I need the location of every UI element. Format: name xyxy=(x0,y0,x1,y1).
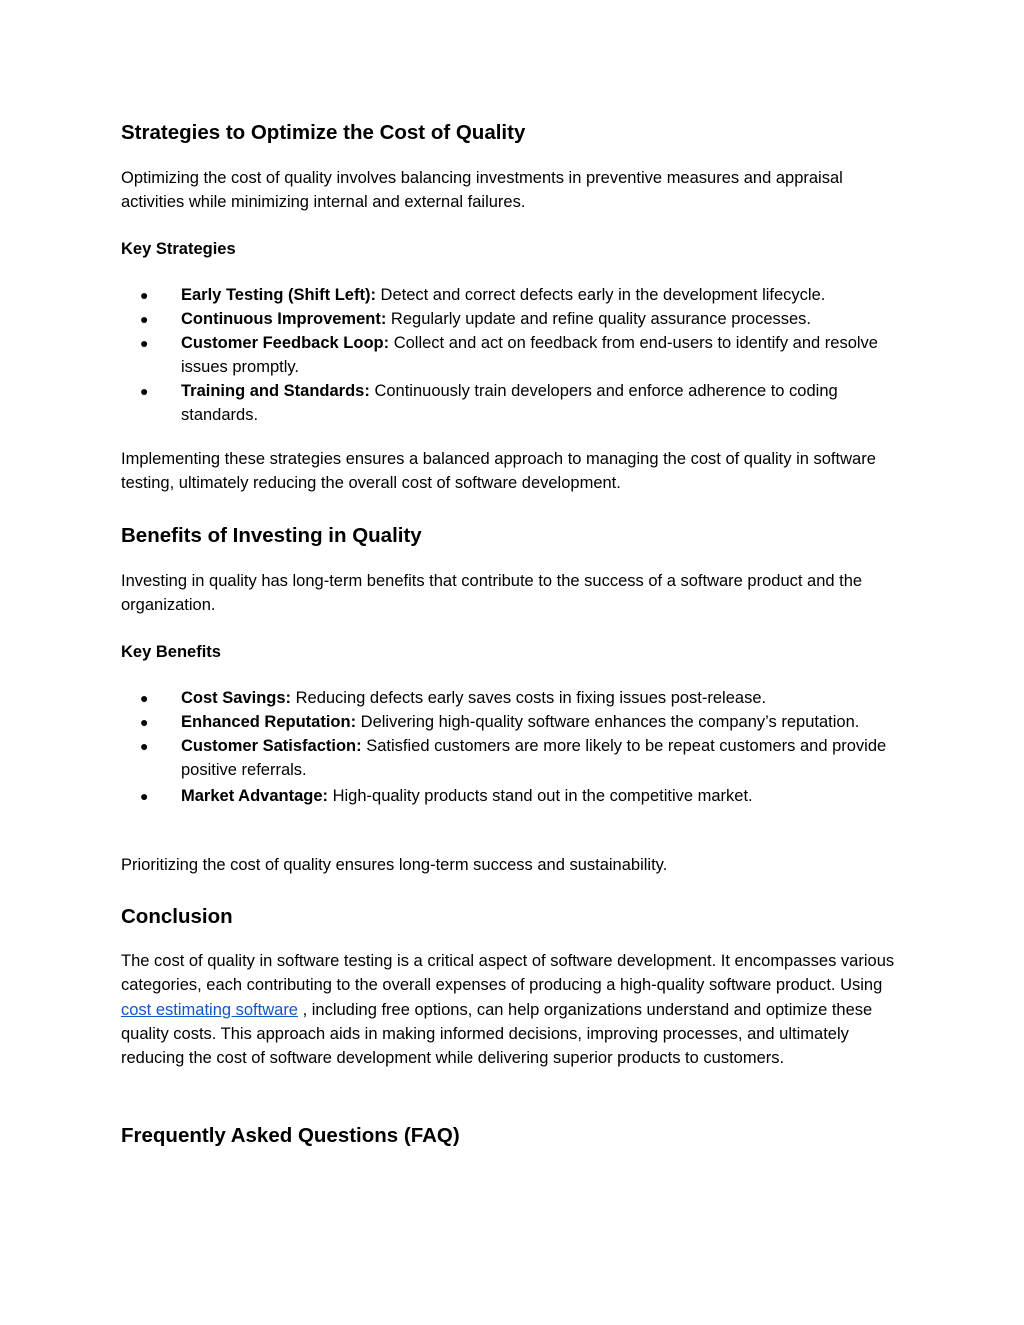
list-item-text: Detect and correct defects early in the development lifecycle. xyxy=(375,286,826,304)
section-heading-conclusion: Conclusion xyxy=(121,905,233,928)
list-item-text: Continuously train developers and enforce adherence to coding standards. xyxy=(181,382,838,424)
benefits-intro-paragraph: Investing in quality has long-term benefits that contribute to the success of a software product and the organization. xyxy=(121,572,863,615)
list-item xyxy=(121,686,901,710)
list-item-text: Reducing defects early saves costs in fixing issues post-release. xyxy=(291,689,767,707)
conclusion-text-after-link: , including free options, can help organizations understand and optimize these quality costs. This approach aids in making informed decisions, improving processes, and ultimately reducing the cost of software development while delivering superior products to customers. xyxy=(121,1000,873,1068)
list-item xyxy=(121,784,901,808)
list-item xyxy=(121,734,901,782)
list-item xyxy=(121,331,901,379)
bullet-icon: ● xyxy=(140,738,149,754)
strategies-closing-paragraph: Implementing these strategies ensures a balanced approach to managing the cost of quality in software testing, ultimately reducing the overall cost of software development. xyxy=(121,450,876,493)
conclusion-text-before-link: The cost of quality in software testing is a critical aspect of software development. It encompasses various categories, each contributing to the overall expenses of producing a high-quality software product. Using xyxy=(121,952,895,995)
cost-estimating-software-link[interactable]: cost estimating software xyxy=(121,1000,298,1019)
list-item xyxy=(121,307,901,331)
list-item-term: Training and Standards: xyxy=(181,382,370,400)
bullet-icon: ● xyxy=(140,714,149,730)
list-item-term: Continuous Improvement: xyxy=(181,310,387,328)
list-item-text: Satisfied customers are more likely to be repeat customers and provide positive referrals. xyxy=(181,737,887,779)
conclusion-paragraph xyxy=(121,949,901,1070)
list-item-term: Cost Savings: xyxy=(181,689,292,707)
benefits-closing-paragraph: Prioritizing the cost of quality ensures long-term success and sustainability. xyxy=(121,856,668,874)
key-benefits-list xyxy=(121,686,901,808)
list-item-term: Early Testing (Shift Left): xyxy=(181,286,376,304)
list-item-term: Market Advantage: xyxy=(181,787,329,805)
key-strategies-list xyxy=(121,283,901,427)
strategies-intro-paragraph: Optimizing the cost of quality involves balancing investments in preventive measures and appraisal activities while minimizing internal and external failures. xyxy=(121,169,843,212)
list-item xyxy=(121,710,901,734)
list-item-term: Enhanced Reputation: xyxy=(181,713,357,731)
bullet-icon: ● xyxy=(140,383,149,399)
key-benefits-subheading: Key Benefits xyxy=(121,643,221,661)
list-item-text: Regularly update and refine quality assurance processes. xyxy=(386,310,812,328)
list-item xyxy=(121,379,901,427)
bullet-icon: ● xyxy=(140,335,149,351)
section-heading-strategies: Strategies to Optimize the Cost of Quality xyxy=(121,121,526,144)
list-item xyxy=(121,283,901,307)
bullet-icon: ● xyxy=(140,311,149,327)
list-item-term: Customer Satisfaction: xyxy=(181,737,362,755)
bullet-icon: ● xyxy=(140,788,149,804)
list-item-text: Collect and act on feedback from end-users to identify and resolve issues promptly. xyxy=(181,334,878,376)
bullet-icon: ● xyxy=(140,690,149,706)
key-strategies-subheading: Key Strategies xyxy=(121,240,236,258)
list-item-text: High-quality products stand out in the competitive market. xyxy=(328,787,753,805)
list-item-term: Customer Feedback Loop: xyxy=(181,334,390,352)
bullet-icon: ● xyxy=(140,287,149,303)
section-heading-benefits: Benefits of Investing in Quality xyxy=(121,524,422,547)
list-item-text: Delivering high-quality software enhances the company’s reputation. xyxy=(356,713,860,731)
section-heading-faq: Frequently Asked Questions (FAQ) xyxy=(121,1124,460,1147)
